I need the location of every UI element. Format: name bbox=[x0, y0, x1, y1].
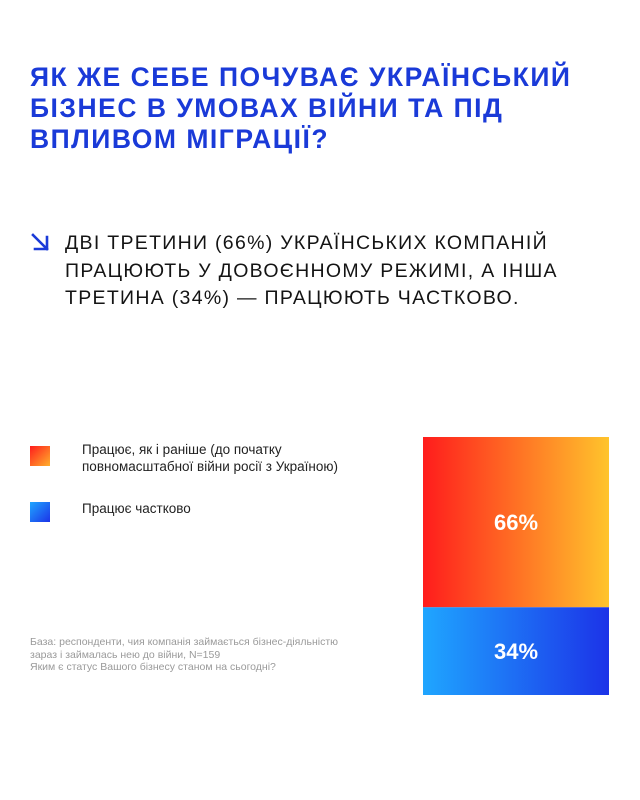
subtitle-line: ТРЕТИНА (34%) — ПРАЦЮЮТЬ ЧАСТКОВО. bbox=[65, 287, 520, 309]
legend-label-line: Працює частково bbox=[82, 501, 191, 516]
title-line: БІЗНЕС В УМОВАХ ВІЙНИ ТА ПІД bbox=[30, 93, 504, 123]
title-line: ВПЛИВОМ МІГРАЦІЇ? bbox=[30, 124, 330, 154]
data-label-series-1: 66% bbox=[493, 510, 539, 536]
subtitle-line: ДВІ ТРЕТИНИ (66%) УКРАЇНСЬКИХ КОМПАНІЙ bbox=[65, 232, 548, 254]
title-line: ЯК ЖЕ СЕБЕ ПОЧУВАЄ УКРАЇНСЬКИЙ bbox=[30, 62, 572, 92]
note-line: База: респонденти, чия компанія займається бізнес-діяльністю bbox=[30, 636, 339, 648]
note-line: Яким є статус Вашого бізнесу станом на сьогодні? bbox=[30, 661, 276, 673]
note-line: зараз і займалась нею до війни, N=159 bbox=[30, 648, 221, 661]
data-label-series-2: 34% bbox=[493, 639, 539, 665]
subtitle-line: ПРАЦЮЮТЬ У ДОВОЄННОМУ РЕЖИМІ, А ІНША bbox=[65, 259, 558, 282]
legend-label-line: Працює, як і раніше (до початку bbox=[82, 442, 282, 457]
legend-label-line: повномасштабної війни росії з Україною) bbox=[82, 459, 338, 474]
